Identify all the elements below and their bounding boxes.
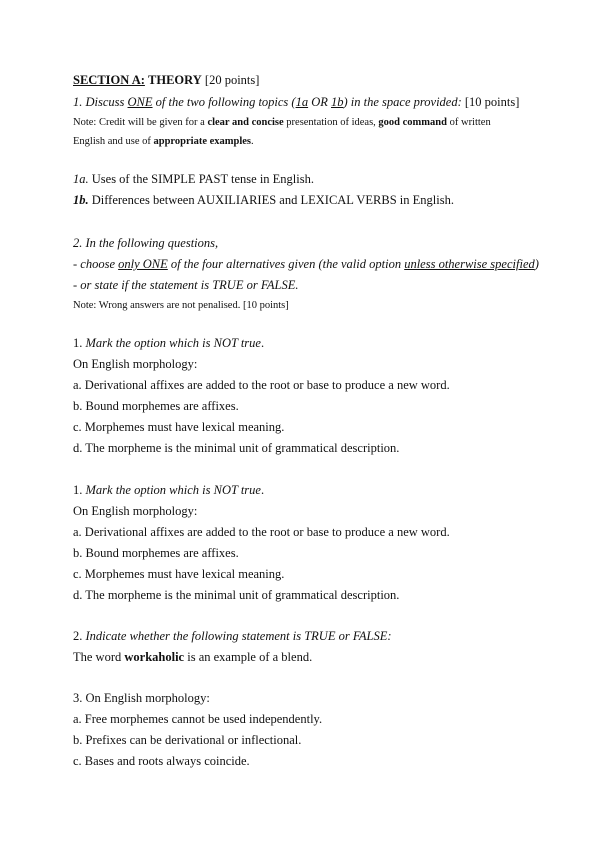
section-title: SECTION A: bbox=[73, 73, 145, 87]
q2-true-false-line: - or state if the statement is TRUE or FALSE. bbox=[73, 278, 299, 292]
topic-1b: 1b. Differences between AUXILIARIES and LEXICAL VERBS in English. bbox=[73, 193, 454, 207]
option-d[interactable]: d. The morpheme is the minimal unit of grammatical description. bbox=[73, 588, 400, 602]
question-prompt: 3. On English morphology: bbox=[73, 691, 210, 705]
q1-instruction: 1. Discuss ONE of the two following topics (1a OR 1b) in the space provided: [10 points] bbox=[73, 95, 520, 109]
section-heading bbox=[73, 72, 580, 88]
q2-instruction: 2. In the following questions, bbox=[73, 236, 219, 250]
q1-note-line2: English and use of appropriate examples. bbox=[73, 136, 254, 147]
q1-note-line1: Note: Credit will be given for a clear and concise presentation of ideas, good command of written bbox=[73, 117, 491, 128]
option-b[interactable]: b. Bound morphemes are affixes. bbox=[73, 546, 239, 560]
q2-choose-line: - choose only ONE of the four alternatives given (the valid option unless otherwise specified) bbox=[73, 257, 539, 271]
option-c[interactable]: c. Morphemes must have lexical meaning. bbox=[73, 420, 285, 434]
section-points: [20 points] bbox=[204, 73, 260, 87]
question-lead: On English morphology: bbox=[73, 504, 198, 518]
option-c[interactable]: c. Morphemes must have lexical meaning. bbox=[73, 567, 285, 581]
topic-1a: 1a. Uses of the SIMPLE PAST tense in English. bbox=[73, 172, 314, 186]
option-a[interactable]: a. Free morphemes cannot be used independently. bbox=[73, 712, 323, 726]
section-subtitle: THEORY bbox=[148, 73, 202, 87]
question-prompt: 1. Mark the option which is NOT true. bbox=[73, 336, 265, 350]
q2-note: Note: Wrong answers are not penalised. [10 points] bbox=[73, 300, 289, 311]
question-prompt: 2. Indicate whether the following statement is TRUE or FALSE: bbox=[73, 629, 392, 643]
true-false-statement[interactable]: The word workaholic is an example of a blend. bbox=[73, 650, 313, 664]
option-c[interactable]: c. Bases and roots always coincide. bbox=[73, 754, 250, 768]
option-b[interactable]: b. Bound morphemes are affixes. bbox=[73, 399, 239, 413]
option-d[interactable]: d. The morpheme is the minimal unit of grammatical description. bbox=[73, 441, 400, 455]
option-a[interactable]: a. Derivational affixes are added to the root or base to produce a new word. bbox=[73, 378, 450, 392]
question-lead: On English morphology: bbox=[73, 357, 198, 371]
option-b[interactable]: b. Prefixes can be derivational or inflectional. bbox=[73, 733, 302, 747]
question-prompt: 1. Mark the option which is NOT true. bbox=[73, 483, 265, 497]
option-a[interactable]: a. Derivational affixes are added to the root or base to produce a new word. bbox=[73, 525, 450, 539]
